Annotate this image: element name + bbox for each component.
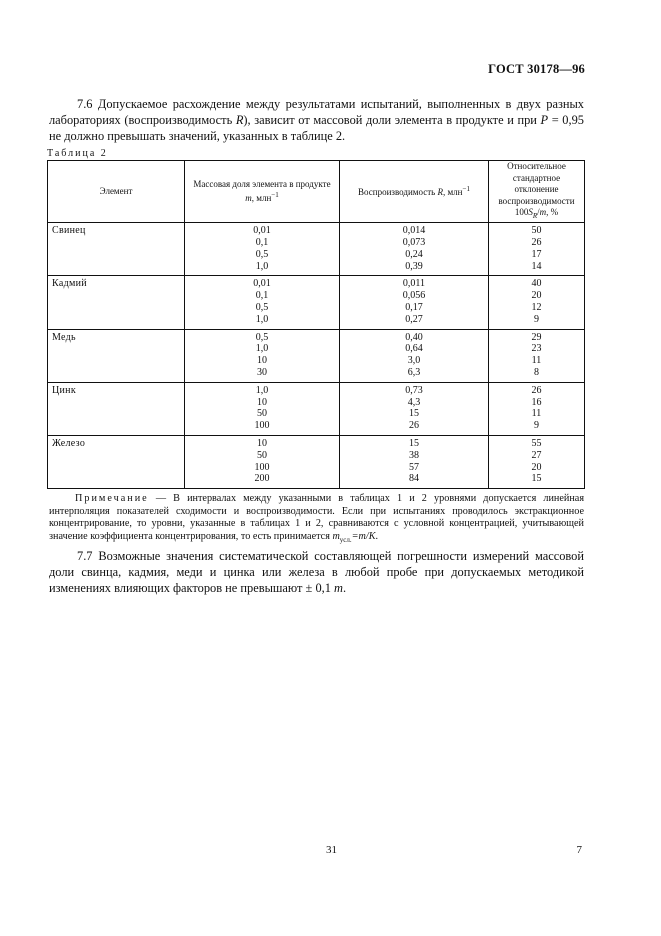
table-cell-value: 10 bbox=[257, 396, 267, 408]
table-cell-value: 11 bbox=[531, 408, 542, 420]
header-element: Элемент bbox=[48, 161, 185, 223]
table-cell-value: 0,056 bbox=[402, 290, 426, 302]
header-relative-std-deviation: Относительное стандартное отклонение воспроизводимости $100S_R/m$, % bbox=[489, 161, 585, 223]
element-name: Свинец bbox=[48, 223, 185, 276]
table-cell-value: 17 bbox=[531, 248, 542, 260]
table-cell-value: 15 bbox=[409, 438, 419, 450]
table-cell-value: 12 bbox=[531, 302, 542, 314]
table-cell-value: 0,5 bbox=[255, 302, 269, 314]
table-cell-value: 57 bbox=[409, 461, 419, 473]
table-cell-value: 84 bbox=[409, 473, 419, 485]
table-cell-value: 27 bbox=[531, 449, 542, 461]
repro-values bbox=[340, 382, 489, 435]
table-caption: Таблица 2 bbox=[47, 148, 108, 159]
table-cell-value: 23 bbox=[531, 343, 542, 355]
table-row bbox=[48, 329, 585, 382]
table-cell-value: 4,3 bbox=[407, 396, 421, 408]
element-name: Железо bbox=[48, 436, 185, 489]
table-cell-value: 100 bbox=[254, 420, 270, 432]
table-cell-value: 0,39 bbox=[405, 260, 423, 272]
element-name: Кадмий bbox=[48, 276, 185, 329]
table-cell-value: 100 bbox=[254, 461, 270, 473]
table-cell-value: 16 bbox=[531, 396, 542, 408]
table-cell-value: 0,40 bbox=[405, 331, 423, 343]
mass-values bbox=[185, 276, 340, 329]
table-cell-value: 0,24 bbox=[405, 248, 423, 260]
table-cell-value: 29 bbox=[531, 331, 542, 343]
table-cell-value: 9 bbox=[534, 313, 539, 325]
header-reproducibility: Воспроизводимость R, млн$^{-1}$ bbox=[340, 161, 489, 223]
table-cell-value: 20 bbox=[531, 290, 542, 302]
table-cell-value: 15 bbox=[409, 408, 419, 420]
table-cell-value: 26 bbox=[409, 420, 419, 432]
table-cell-value: 26 bbox=[531, 384, 542, 396]
table-cell-value: 26 bbox=[531, 237, 542, 249]
paragraph-7-6: 7.6 Допускаемое расхождение между результатами испытаний, выполненных в двух разных лабораториях (воспроизводимость R), зависит от массовой доли элемента в продукте и при P = 0,95 не должно превышать значений, указанных в таблице 2. bbox=[49, 97, 584, 143]
table-cell-value: 0,01 bbox=[253, 225, 271, 237]
standard-header: ГОСТ 30178—96 bbox=[488, 62, 585, 76]
table-cell-value: 10 bbox=[257, 438, 267, 450]
table-row bbox=[48, 436, 585, 489]
table-body bbox=[48, 223, 585, 489]
table-cell-value: 0,1 bbox=[255, 237, 269, 249]
table-row bbox=[48, 223, 585, 276]
table-cell-value: 0,73 bbox=[405, 384, 423, 396]
table-cell-value: 15 bbox=[531, 473, 542, 485]
note-label: Примечание bbox=[75, 493, 149, 504]
table-2 bbox=[47, 160, 585, 489]
table-cell-value: 11 bbox=[531, 355, 542, 367]
table-cell-value: 0,17 bbox=[405, 302, 423, 314]
page-number: 31 bbox=[326, 844, 337, 856]
table-cell-value: 10 bbox=[257, 355, 267, 367]
mass-values bbox=[185, 382, 340, 435]
repro-values bbox=[340, 329, 489, 382]
table-cell-value: 200 bbox=[254, 473, 270, 485]
table-cell-value: 3,0 bbox=[407, 355, 421, 367]
table-cell-value: 38 bbox=[409, 449, 419, 461]
table-cell-value: 0,5 bbox=[255, 248, 269, 260]
table-row bbox=[48, 382, 585, 435]
table-row bbox=[48, 276, 585, 329]
paragraph-7-6-number: 7.6 bbox=[77, 97, 93, 111]
table-cell-value: 1,0 bbox=[255, 384, 269, 396]
table-cell-value: 0,1 bbox=[255, 290, 269, 302]
sheet-number: 7 bbox=[576, 844, 582, 856]
rsd-values bbox=[489, 436, 585, 489]
table-cell-value: 14 bbox=[531, 260, 542, 272]
table-header-row bbox=[48, 161, 585, 223]
rsd-values bbox=[489, 276, 585, 329]
table-cell-value: 0,27 bbox=[405, 313, 423, 325]
table-cell-value: 6,3 bbox=[407, 367, 421, 379]
table-cell-value: 0,073 bbox=[402, 237, 426, 249]
table-cell-value: 1,0 bbox=[255, 313, 269, 325]
table-cell-value: 50 bbox=[257, 408, 267, 420]
repro-values bbox=[340, 223, 489, 276]
element-name: Медь bbox=[48, 329, 185, 382]
paragraph-7-7-number: 7.7 bbox=[77, 549, 93, 563]
mass-values bbox=[185, 329, 340, 382]
table-cell-value: 0,5 bbox=[255, 331, 269, 343]
table-cell-value: 1,0 bbox=[255, 343, 269, 355]
rsd-values bbox=[489, 329, 585, 382]
table-cell-value: 40 bbox=[531, 278, 542, 290]
rsd-values bbox=[489, 382, 585, 435]
repro-values bbox=[340, 436, 489, 489]
table-cell-value: 30 bbox=[257, 367, 267, 379]
table-cell-value: 0,01 bbox=[253, 278, 271, 290]
table-cell-value: 50 bbox=[257, 449, 267, 461]
table-cell-value: 50 bbox=[531, 225, 542, 237]
paragraph-7-7: 7.7 Возможные значения систематической составляющей погрешности измерений массовой доли свинца, кадмия, меди и цинка или железа в любой пробе при допускаемых методикой изменениях влияющих факторов не превышают ± 0,1 m. bbox=[49, 549, 584, 595]
element-name: Цинк bbox=[48, 382, 185, 435]
mass-values bbox=[185, 436, 340, 489]
table-cell-value: 55 bbox=[531, 438, 542, 450]
table-note: Примечание — В интервалах между указанными в таблицах 1 и 2 уровнями допускается линейная интерполяция показателей сходимости и воспроизводимости. Если при испытаниях проводилось экстракционное концентрирование, то уровни, указанные в таблицах 1 и 2, сравниваются с условной концентрацией, учитывающей значение коэффициента концентрирования, то есть принимается $m_{усл.}=m/K$. bbox=[49, 493, 585, 544]
table-cell-value: 1,0 bbox=[255, 260, 269, 272]
table-cell-value: 0,011 bbox=[402, 278, 426, 290]
rsd-values bbox=[489, 223, 585, 276]
repro-values bbox=[340, 276, 489, 329]
table-cell-value: 0,64 bbox=[405, 343, 423, 355]
table-cell-value: 0,014 bbox=[402, 225, 426, 237]
table-cell-value: 9 bbox=[534, 420, 539, 432]
header-mass-fraction: Массовая доля элемента в продукте m, млн$^{-1}$ bbox=[185, 161, 340, 223]
table-cell-value: 8 bbox=[534, 367, 539, 379]
mass-values bbox=[185, 223, 340, 276]
table-cell-value: 20 bbox=[531, 461, 542, 473]
